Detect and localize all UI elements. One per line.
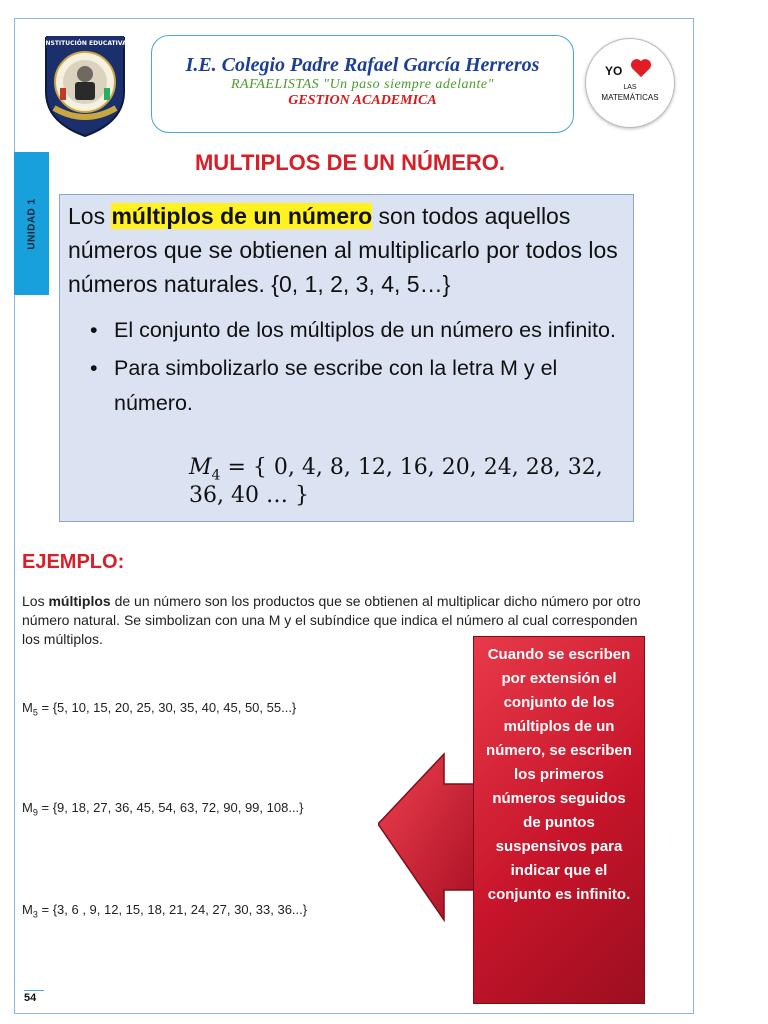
- set-symbol: M: [22, 800, 33, 815]
- set-symbol: M: [22, 700, 33, 715]
- set-values: = {9, 18, 27, 36, 45, 54, 63, 72, 90, 99, 108...}: [41, 800, 304, 815]
- unit-label: UNIDAD 1: [26, 197, 37, 250]
- set-subscript: 5: [32, 707, 38, 718]
- callout-note: Cuando se escriben por extensión el conjunto de los múltiplos de un número, se escriben los primeros números seguidos de puntos suspensivos para indicar que el conjunto es infinito.: [473, 636, 645, 1004]
- school-shield-logo: [40, 30, 130, 140]
- page-title: MULTIPLOS DE UN NÚMERO.: [194, 150, 506, 175]
- set-values: = {5, 10, 15, 20, 25, 30, 35, 40, 45, 50, 55...}: [41, 700, 297, 715]
- multiples-formula: [189, 455, 633, 508]
- school-motto: RAFAELISTAS "Un paso siempre adelante": [230, 77, 495, 92]
- example-set-m5: [22, 700, 296, 718]
- header-banner: [151, 35, 574, 133]
- formula-subscript: 4: [211, 467, 221, 484]
- set-symbol: M: [22, 902, 33, 917]
- badge-las: LAS: [623, 84, 637, 91]
- example-heading: EJEMPLO:: [22, 551, 125, 573]
- arrow-left-icon: [378, 752, 478, 922]
- bullet-item: [88, 313, 628, 348]
- intro-bold: múltiplos: [48, 593, 111, 609]
- school-name: I.E. Colegio Padre Rafael García Herreros: [185, 54, 540, 76]
- definition-prefix: Los: [68, 203, 106, 229]
- svg-text:INSTITUCIÓN EDUCATIVA: INSTITUCIÓN EDUCATIVA: [43, 40, 127, 47]
- department-label: GESTION ACADEMICA: [288, 93, 437, 108]
- badge-matematicas: MATEMÁTICAS: [601, 93, 659, 102]
- heart-icon: [630, 57, 652, 79]
- definition-box: [59, 194, 634, 522]
- set-subscript: 9: [32, 807, 38, 818]
- definition-bullets: [88, 313, 628, 424]
- bullet-text: El conjunto de los múltiplos de un número es infinito.: [114, 318, 616, 342]
- bullet-dot-icon: •: [90, 318, 98, 342]
- bullet-item: [88, 351, 628, 421]
- set-values: = {3, 6 , 9, 12, 15, 18, 21, 24, 27, 30, 33, 36...}: [41, 902, 308, 917]
- badge-yo: YO: [605, 64, 623, 78]
- intro-rest: de un número son los productos que se obtienen al multiplicar dicho número por otro número natural. Se simbolizan con una M y el subíndice que indica el número al cual corresponden los múltiplos.: [22, 593, 641, 647]
- intro-prefix: Los: [22, 593, 45, 609]
- page-number: 54: [24, 990, 44, 1004]
- example-set-m3: [22, 902, 307, 920]
- set-subscript: 3: [32, 909, 38, 920]
- bullet-text: Para simbolizarlo se escribe con la letra M y el número.: [114, 356, 558, 415]
- bullet-dot-icon: •: [90, 356, 98, 380]
- definition-rest: son todos aquellos números que se obtienen al multiplicarlo por todos los números naturales. {0, 1, 2, 3, 4, 5…}: [68, 203, 618, 297]
- definition-text: [68, 199, 628, 301]
- love-math-badge: [585, 38, 675, 128]
- definition-highlight: múltiplos de un número: [111, 203, 373, 229]
- example-set-m9: [22, 800, 304, 818]
- formula-set: = { 0, 4, 8, 12, 16, 20, 24, 28, 32, 36, 40 … }: [189, 455, 603, 509]
- formula-symbol: M: [189, 455, 212, 480]
